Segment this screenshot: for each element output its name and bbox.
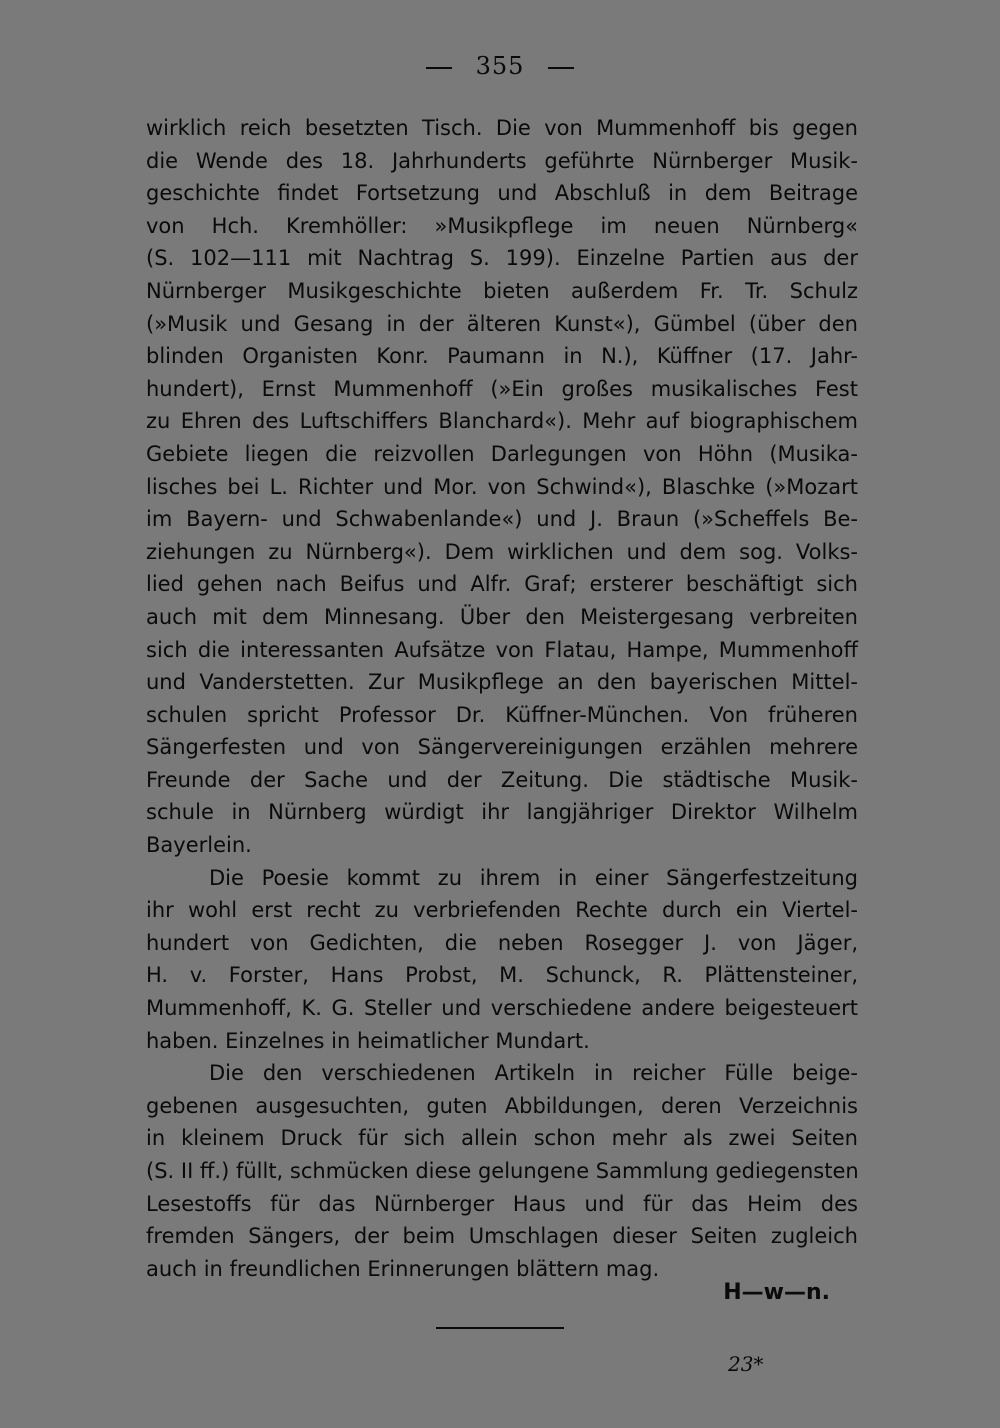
text-line: Nürnberger Musikgeschichte bieten außerdem Fr. Tr. Schulz — [146, 278, 858, 303]
text-line: (»Musik und Gesang in der älteren Kunst«), Gümbel (über den — [146, 311, 858, 336]
text-line: von Hch. Kremhöller: »Musikpflege im neuen Nürnberg« — [146, 213, 858, 238]
text-line: ihr wohl erst recht zu verbriefenden Rechte durch ein Viertel- — [146, 898, 858, 923]
text-line: schule in Nürnberg würdigt ihr langjähriger Direktor Wilhelm — [146, 800, 858, 825]
text-line: im Bayern- und Schwabenlande«) und J. Braun (»Scheffels Be- — [146, 507, 858, 532]
sheet-signature-mark: 23* — [728, 1352, 764, 1376]
text-line: blinden Organisten Konr. Paumann in N.), Küffner (17. Jahr- — [146, 344, 858, 369]
text-line: hundert), Ernst Mummenhoff (»Ein großes musikalisches Fest — [146, 376, 858, 401]
text-line: Die den verschiedenen Artikeln in reicher Fülle beige- — [209, 1061, 858, 1086]
text-line: gebenen ausgesuchten, guten Abbildungen, deren Verzeichnis — [146, 1093, 858, 1118]
text-line: auch mit dem Minnesang. Über den Meistergesang verbreiten — [146, 604, 858, 629]
text-line: Freunde der Sache und der Zeitung. Die städtische Musik- — [146, 767, 858, 792]
text-line: lisches bei L. Richter und Mor. von Schwind«), Blaschke (»Mozart — [146, 474, 858, 499]
section-rule — [436, 1327, 564, 1329]
page-number-value: 355 — [475, 52, 525, 80]
text-line: (S. 102—111 mit Nachtrag S. 199). Einzelne Partien aus der — [146, 246, 858, 271]
text-line: lied gehen nach Beifus und Alfr. Graf; ersterer beschäftigt sich — [146, 572, 858, 597]
text-line: in kleinem Druck für sich allein schon mehr als zwei Seiten — [146, 1126, 858, 1151]
text-line: geschichte findet Fortsetzung und Abschluß in dem Beitrage — [146, 181, 858, 206]
text-line: Gebiete liegen die reizvollen Darlegungen von Höhn (Musika- — [146, 441, 858, 466]
author-signature: H—w—n. — [723, 1280, 830, 1305]
text-line: hundert von Gedichten, die neben Rosegger J. von Jäger, — [146, 930, 858, 955]
text-line: haben. Einzelnes in heimatlicher Mundart. — [146, 1028, 590, 1053]
text-line: und Vanderstetten. Zur Musikpflege an den bayerischen Mittel- — [146, 670, 858, 695]
text-line: wirklich reich besetzten Tisch. Die von Mummenhoff bis gegen — [146, 116, 858, 140]
text-line: Die Poesie kommt zu ihrem in einer Sängerfestzeitung — [209, 865, 858, 890]
text-line: die Wende des 18. Jahrhunderts geführte Nürnberger Musik- — [146, 148, 858, 173]
text-line: sich die interessanten Aufsätze von Flatau, Hampe, Mummenhoff — [146, 637, 858, 662]
text-line: zu Ehren des Luftschiffers Blanchard«). Mehr auf biographischem — [146, 409, 858, 434]
text-line: schulen spricht Professor Dr. Küffner-München. Von früheren — [146, 702, 858, 727]
text-line: Mummenhoff, K. G. Steller und verschiedene andere beigesteuert — [146, 996, 858, 1021]
text-line: ziehungen zu Nürnberg«). Dem wirklichen und dem sog. Volks- — [146, 539, 858, 564]
text-line: Lesestoffs für das Nürnberger Haus und für das Heim des — [146, 1191, 858, 1216]
page-number — [0, 52, 1000, 80]
text-line: (S. II ff.) füllt, schmücken diese gelungene Sammlung gediegensten — [146, 1159, 859, 1183]
text-line: auch in freundlichen Erinnerungen blättern mag. — [146, 1256, 660, 1281]
text-line: Bayerlein. — [146, 833, 252, 858]
text-line: Sängerfesten und von Sängervereinigungen erzählen mehrere — [146, 735, 858, 760]
text-line: fremden Sängers, der beim Umschlagen dieser Seiten zugleich — [146, 1224, 858, 1249]
text-line: H. v. Forster, Hans Probst, M. Schunck, R. Plättensteiner, — [146, 963, 858, 988]
page-number-dash-left — [426, 67, 452, 69]
page-number-dash-right — [548, 67, 574, 69]
paragraph-text — [146, 112, 858, 1285]
body-text — [146, 112, 858, 1285]
